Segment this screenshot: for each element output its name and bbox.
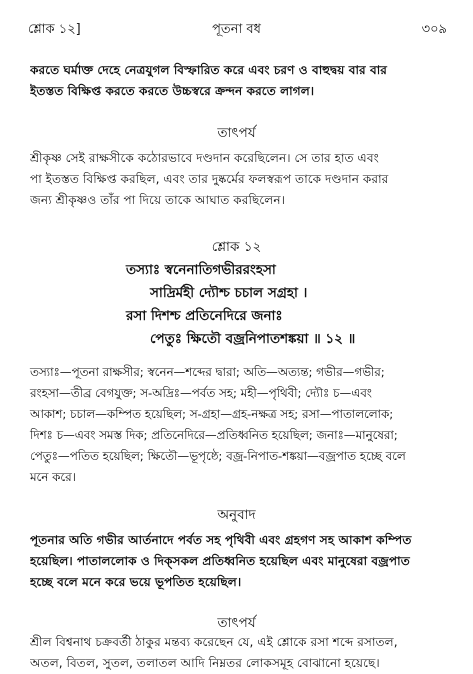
text-line: হয়েছিল। পাতাললোক ও দিক্‌সকল প্রতিধ্বনিত হয়েছিল এবং মানুষেরা বজ্রপাত (30, 554, 410, 568)
purport-heading: তাৎপর্য (217, 125, 256, 141)
synonym-line: তস্যাঃ—পূতনা রাক্ষসীর; স্বনেন—শব্দের দ্বারা; অতি—অত্যন্ত; গভীর—গভীর; (30, 365, 385, 379)
running-header (0, 20, 473, 38)
opening-translation-paragraph (30, 60, 448, 102)
verse-line: তস্যাঃ স্বনেনাতিগভীররংহসা (126, 262, 276, 278)
text-line: শ্রীকৃষ্ণ সেই রাক্ষসীকে কঠোরভাবে দণ্ডদান করেছিলেন। সে তার হাত এবং (30, 151, 379, 165)
verse-line: সাদ্রির্মহী দ্যৌশ্চ চচাল সগ্রহা । (150, 285, 308, 301)
synonym-line: রংহসা—তীব্র বেগযুক্ত; স-অদ্রিঃ—পর্বত সহ; মহী—পৃথিবী; দ্যৌঃ চ—এবং (30, 386, 372, 400)
synonym-line: পেতুঃ—পতিত হয়েছিল; ক্ষিতৌ—ভূপৃষ্ঠে; বজ্র-নিপাত-শঙ্কয়া—বজ্রপাত হচ্ছে বলে (30, 449, 406, 463)
purport-paragraph (30, 632, 448, 674)
translation-heading: অনুবাদ (217, 507, 256, 523)
verse-line: পেতুঃ ক্ষিতৌ বজ্রনিপাতশঙ্কয়া ॥ ১২ ॥ (150, 331, 356, 347)
text-line: অতল, বিতল, সুতল, তলাতল আদি নিম্নতর লোকসমূহ বোঝানো হয়েছে। (30, 656, 380, 670)
purport-heading: তাৎপর্য (217, 615, 256, 631)
synonym-line: দিশঃ চ—এবং সমস্ত দিক; প্রতিনেদিরে—প্রতিধ্বনিত হয়েছিল; জনাঃ—মানুষেরা; (30, 428, 398, 442)
synonym-line: মনে করে। (30, 470, 76, 484)
verse-line: রসা দিশশ্চ প্রতিনেদিরে জনাঃ (126, 308, 283, 324)
text-line: শ্রীল বিশ্বনাথ চক্রবর্তী ঠাকুর মন্তব্য করেছেন যে, এই শ্লোকে রসা শব্দে রসাতল, (30, 635, 398, 649)
text-line: পা ইতস্তত বিক্ষিপ্ত করছিল, এবং তার দুষ্কর্মের ফলস্বরূপ তাকে দণ্ডদান করার (30, 172, 389, 186)
purport-paragraph (30, 148, 448, 211)
text-line: হচ্ছে বলে মনে করে ভয়ে ভূপতিত হয়েছিল। (30, 575, 242, 589)
text-line: জন্য শ্রীকৃষ্ণও তাঁর পা দিয়ে তাকে আঘাত করছিলেন। (30, 193, 285, 207)
verse-reference: শ্লোক ১২] (28, 22, 81, 37)
chapter-title: পূতনা বধ (212, 22, 261, 37)
page-number: ৩০৯ (421, 22, 447, 37)
synonym-line: আকাশ; চচাল—কম্পিত হয়েছিল; স-গ্রহা—গ্রহ-নক্ষত্র সহ; রসা—পাতাললোক; (30, 407, 394, 421)
text-line: ইতস্তত বিক্ষিপ্ত করতে করতে উচ্চস্বরে ক্রন্দন করতে লাগল। (30, 84, 315, 98)
text-line: পূতনার অতি গভীর আর্তনাদে পর্বত সহ পৃথিবী এবং গ্রহগণ সহ আকাশ কম্পিত (30, 533, 412, 547)
translation-paragraph (30, 530, 448, 593)
synonyms-paragraph (30, 362, 448, 488)
verse-heading: শ্লোক ১২ (211, 239, 262, 255)
text-line: করতে ঘর্মাক্ত দেহে নেত্রযুগল বিস্ফারিত করে এবং চরণ ও বাহুদ্বয় বার বার (30, 63, 388, 77)
